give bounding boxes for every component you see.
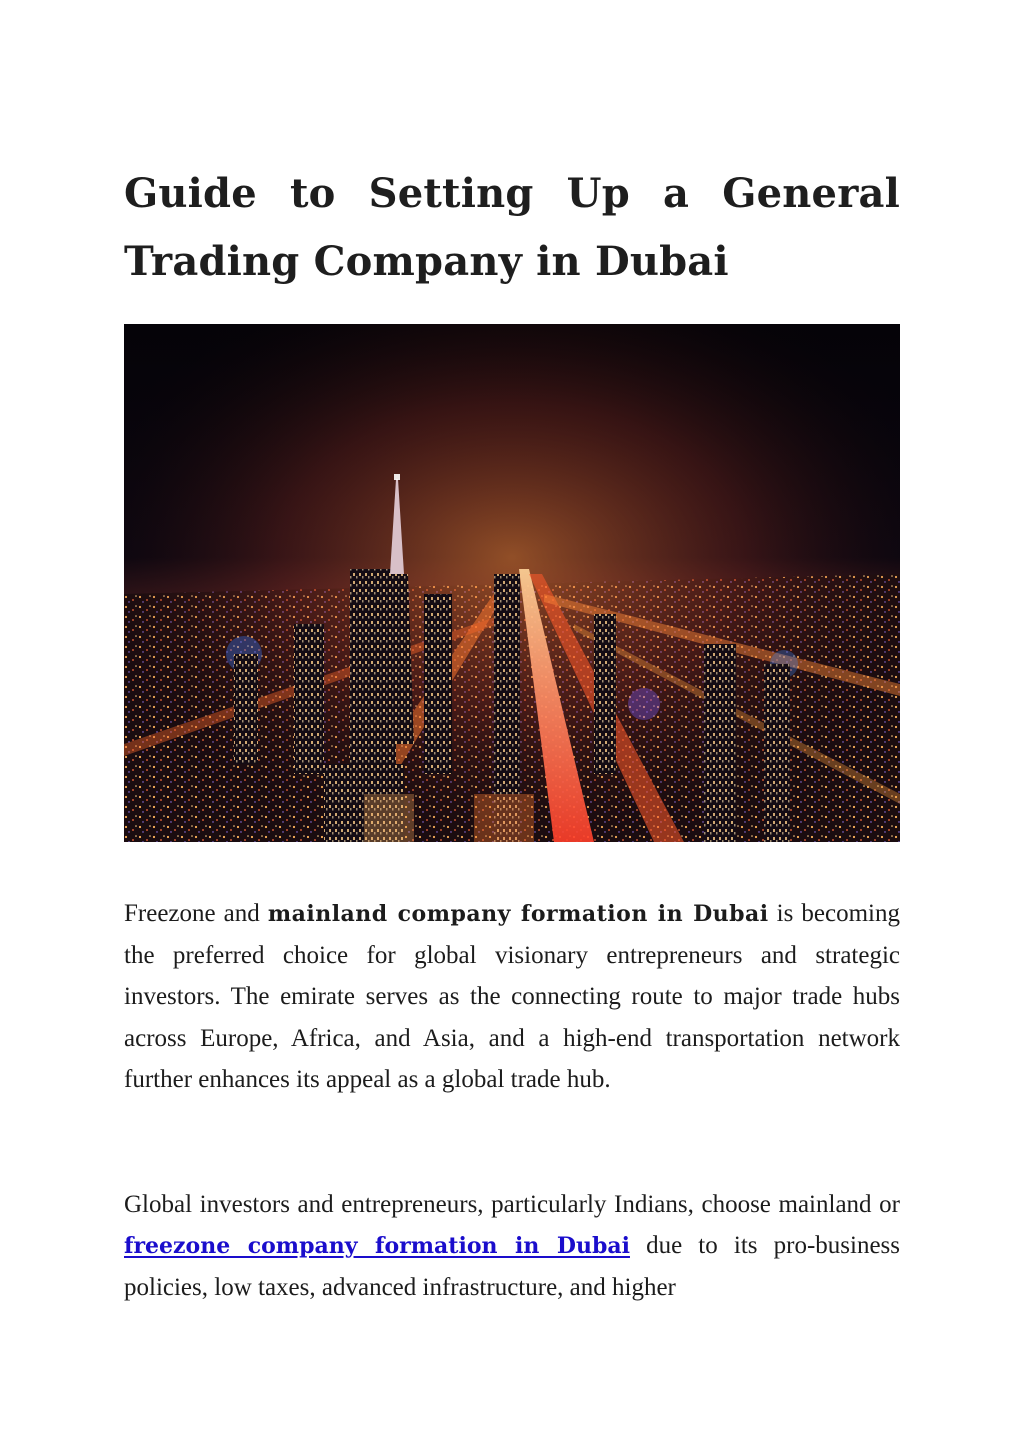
intro-rest-text: is becoming the preferred choice for global visionary entrepreneurs and strategic investors. The emirate serves as the connecting route to major trade hubs across Europe, Africa, and Asia, and a high-end transportation network further enhances its appeal as a global trade hub. (124, 900, 900, 1093)
intro-paragraph (124, 893, 900, 1100)
intro-lead-text: Freezone and (124, 900, 268, 927)
article-title: Guide to Setting Up a General Trading Company in Dubai (124, 170, 900, 285)
second-paragraph (124, 1184, 900, 1309)
second-rest-text: due to its pro-business policies, low taxes, advanced infrastructure, and higher (124, 1232, 900, 1302)
skyline-illustration (124, 324, 900, 842)
intro-bold-phrase: mainland company formation in Dubai (267, 901, 769, 927)
second-lead-text: Global investors and entrepreneurs, particularly Indians, choose mainland or (124, 1191, 900, 1218)
dubai-night-skyline-image (124, 324, 900, 842)
freezone-formation-link[interactable]: freezone company formation in Dubai (124, 1233, 630, 1260)
